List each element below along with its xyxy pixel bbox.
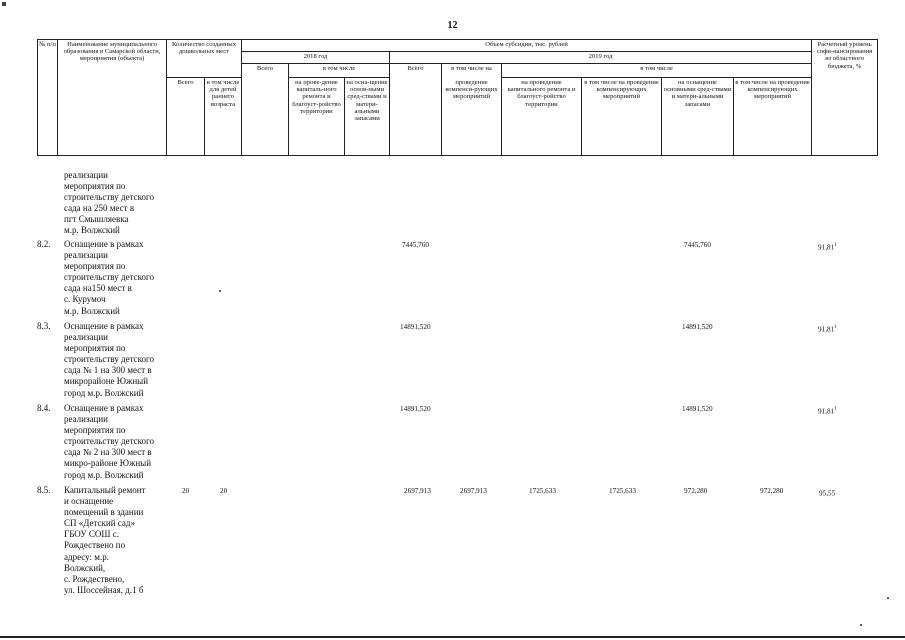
total-2019: 2697,913 xyxy=(404,487,431,495)
header-no: № п/п xyxy=(38,40,58,156)
row-name: Оснащение в рамках реализации мероприятия по строительству детского сада на150 мест в с. Курумоч м.р. Волжский xyxy=(64,239,154,316)
total-2019: 7445,760 xyxy=(402,241,429,249)
equip-2019: 7445,760 xyxy=(684,241,711,249)
page-number: 12 xyxy=(447,20,458,31)
header-places: Количество созданных дошкольных мест xyxy=(167,40,242,78)
header-2019-comp: проведение компенси-рующих мероприятий xyxy=(442,78,502,156)
header-subsidy: Объем субсидии, тыс. рублей xyxy=(242,40,812,52)
header-2019-incl-comp: в том числе на xyxy=(442,64,502,78)
row-number: 8.5. xyxy=(37,485,51,495)
equip-comp-2019: 972,280 xyxy=(760,487,784,495)
row-name: реализации мероприятия по строительству детского сада на 250 мест в пгт Смышляевка м.р. Волжский xyxy=(64,170,154,236)
equip-2019: 14891,520 xyxy=(682,405,713,413)
header-places-early: в том числе для детей раннего возраста xyxy=(205,78,242,156)
total-2019: 14891,520 xyxy=(400,323,431,331)
header-name: Наименование муниципального образования в Самарской области, мероприятия (объекта) xyxy=(58,40,167,156)
row-name: Оснащение в рамках реализации мероприятия по строительству детского сада № 2 на 300 мест в микро-районе Южный город м.р. Волжский xyxy=(64,403,154,480)
header-2019-equip-comp: в том числе на проведение компенсирующих мероприятий xyxy=(734,78,812,156)
corner-mark xyxy=(2,2,6,6)
row-number: 8.3. xyxy=(37,321,51,331)
row-number: 8.4. xyxy=(37,403,51,413)
header-table xyxy=(37,39,878,156)
equip-2019: 972,280 xyxy=(684,487,708,495)
level: 91,81$^1$ xyxy=(818,325,837,334)
header-places-total: Всего xyxy=(167,78,205,156)
header-2019-equip: на оснащение основными сред-ствами и матери-альными запасами xyxy=(662,78,734,156)
cap-2019: 1725,633 xyxy=(529,487,556,495)
header-2019-total: Всего xyxy=(390,64,442,156)
row-number: 8.2. xyxy=(37,239,51,249)
header-2019: 2019 год xyxy=(390,52,812,64)
scan-speck xyxy=(860,624,862,626)
scan-speck xyxy=(887,597,889,599)
level: 91,81$^1$ xyxy=(818,407,837,416)
row-name: Капитальный ремонт и оснащение помещений в здании СП «Детский сад» ГБОУ СОШ с. Рождествено по адресу: м.р. Волжский, с. Рождествено, ул. Шоссейная, д.1 б xyxy=(64,485,146,595)
comp-2019: 2697,913 xyxy=(460,487,487,495)
row-name: Оснащение в рамках реализации мероприятия по строительству детского сада № 1 на 300 мест в микрорайоне Южный город м.р. Волжский xyxy=(64,321,154,398)
header-2019-cap: на проведение капитального ремонта и благоуст-ройство территории xyxy=(502,78,582,156)
page-bottom-edge xyxy=(0,636,905,638)
header-2018-equip: на осна-щение основ-ными сред-ствами и матери-альными запасами xyxy=(345,78,390,156)
header-2018-incl: в том числе xyxy=(289,64,390,78)
scan-speck xyxy=(219,290,221,292)
header-2018-total: Всего xyxy=(242,64,289,156)
places-early: 20 xyxy=(220,487,228,495)
level: 91,81$^1$ xyxy=(818,243,837,252)
equip-2019: 14891,520 xyxy=(682,323,713,331)
level: 95,55 xyxy=(819,489,836,498)
header-2019-cap-comp: в том числе на проведение компенсирующих мероприятий xyxy=(582,78,662,156)
places-total: 20 xyxy=(182,487,190,495)
header-level: Расчетный уровень софи-нансирования из областного бюджета, % xyxy=(812,40,878,156)
header-2019-incl: в том числе xyxy=(502,64,812,78)
header-2018: 2018 год xyxy=(242,52,390,64)
total-2019: 14891,520 xyxy=(400,405,431,413)
cap-comp-2019: 1725,633 xyxy=(609,487,636,495)
header-2018-cap: на прове-дение капиталь-ного ремонта и благоуст-ройство территории xyxy=(289,78,345,156)
